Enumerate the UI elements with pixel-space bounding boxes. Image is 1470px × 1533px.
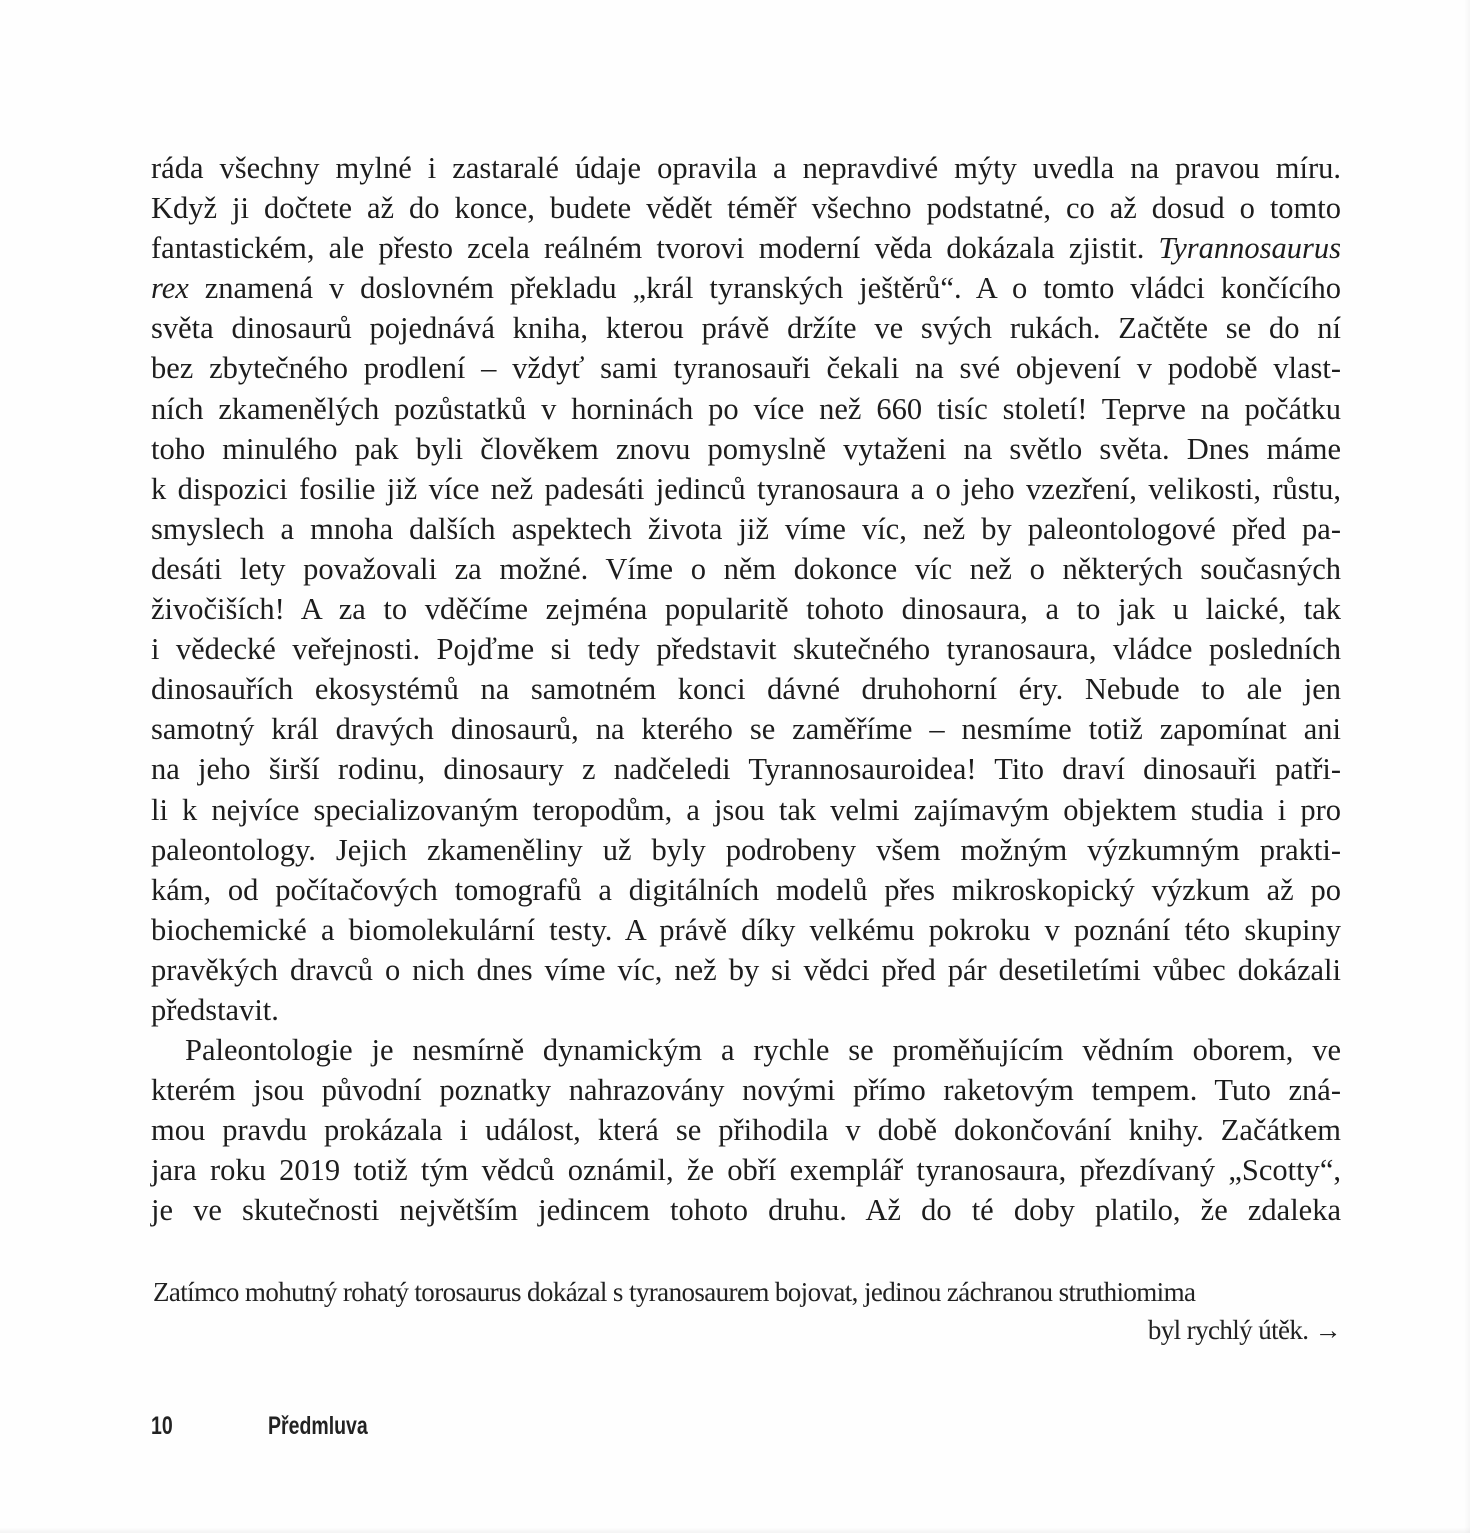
text-line: světa dinosaurů pojednává kniha, kterou právě držíte ve svých rukách. Začtěte se do ní — [151, 311, 1341, 346]
text-line: ráda všechny mylné i zastaralé údaje opravila a nepravdivé mýty uvedla na pravou míru. — [151, 151, 1341, 185]
section-title: Předmluva — [268, 1412, 368, 1440]
caption-line: byl rychlý útěk. → — [1147, 1315, 1341, 1345]
text-line: i vědecké veřejnosti. Pojďme si tedy představit skutečného tyranosaura, vládce posledních — [151, 632, 1341, 667]
page-footer — [151, 1412, 368, 1441]
page-edge — [0, 1527, 1470, 1533]
text-line: pravěkých dravců o nich dnes víme víc, než by si vědci před pár desetiletími vůbec dokázali — [151, 952, 1341, 987]
text-line: jara roku 2019 totiž tým vědců oznámil, že obří exemplář tyranosaura, přezdívaný „Scotty“, — [151, 1153, 1341, 1188]
text-line: představit. — [151, 992, 279, 1027]
paragraph-1 — [151, 148, 1341, 1030]
text-line: biochemické a biomolekulární testy. A právě díky velkému pokroku v poznání této skupiny — [151, 912, 1341, 947]
text-line: paleontology. Jejich zkameněliny už byly podrobeny všem možným výzkumným prakti- — [151, 832, 1341, 867]
text-line — [151, 228, 1341, 268]
text-segment: znamená v doslovném překladu „král tyranských ještěrů“. A o tomto vládci končícího — [204, 271, 1341, 306]
text-line: na jeho širší rodinu, dinosaury z nadčeledi Tyrannosauroidea! Tito draví dinosauři patři- — [151, 752, 1341, 787]
image-caption — [153, 1273, 1341, 1349]
text-line: kterém jsou původní poznatky nahrazovány novými přímo raketovým tempem. Tuto zná- — [151, 1073, 1341, 1108]
text-line: ních zkamenělých pozůstatků v horninách po více než 660 tisíc století! Teprve na počátku — [151, 391, 1341, 426]
text-segment: fantastickém, ale přesto zcela reálném tvorovi moderní věda dokázala zjistit. — [151, 231, 1145, 266]
text-line: smyslech a mnoha dalších aspektech života již víme víc, než by paleontologové před pa- — [151, 511, 1341, 546]
paragraph-2 — [151, 1030, 1341, 1230]
page-edge — [1464, 0, 1470, 1533]
text-line — [151, 268, 1341, 308]
caption-line: Zatímco mohutný rohatý torosaurus dokázal s tyranosaurem bojovat, jedinou záchranou struthiomima — [153, 1277, 1196, 1307]
page-number: 10 — [151, 1412, 173, 1440]
text-line: li k nejvíce specializovaným teropodům, a jsou tak velmi zajímavým objektem studia i pro — [151, 792, 1341, 827]
text-line: k dispozici fosilie již více než padesáti jedinců tyranosaura a o jeho vzezření, velikosti, růstu, — [151, 471, 1341, 506]
text-line: toho minulého pak byli člověkem znovu pomyslně vytaženi na světlo světa. Dnes máme — [151, 431, 1341, 466]
text-line: Paleontologie je nesmírně dynamickým a rychle se proměňujícím vědním oborem, ve — [185, 1033, 1341, 1068]
text-line: bez zbytečného prodlení – vždyť sami tyranosauři čekali na své objevení v podobě vlast- — [151, 351, 1341, 386]
text-line: Když ji dočtete až do konce, budete vědět téměř všechno podstatné, co až dosud o tomto — [151, 191, 1341, 226]
text-line: mou pravdu prokázala i událost, která se přihodila v době dokončování knihy. Začátkem — [151, 1113, 1341, 1148]
text-line: je ve skutečnosti největším jedincem tohoto druhu. Až do té doby platilo, že zdaleka — [151, 1193, 1341, 1228]
text-line: samotný král dravých dinosaurů, na kterého se zaměříme – nesmíme totiž zapomínat ani — [151, 712, 1341, 747]
text-line: kám, od počítačových tomografů a digitálních modelů přes mikroskopický výzkum až po — [151, 872, 1341, 907]
italic-term: rex — [151, 271, 189, 306]
text-line: dinosauřích ekosystémů na samotném konci dávné druhohorní éry. Nebude to ale jen — [151, 672, 1341, 707]
text-line: desáti lety považovali za možné. Víme o něm dokonce víc než o některých současných — [151, 551, 1341, 586]
body-text — [151, 148, 1341, 1231]
italic-term: Tyrannosaurus — [1158, 231, 1342, 266]
text-line: živočiších! A za to vděčíme zejména popularitě tohoto dinosaura, a to jak u laické, tak — [151, 592, 1341, 627]
